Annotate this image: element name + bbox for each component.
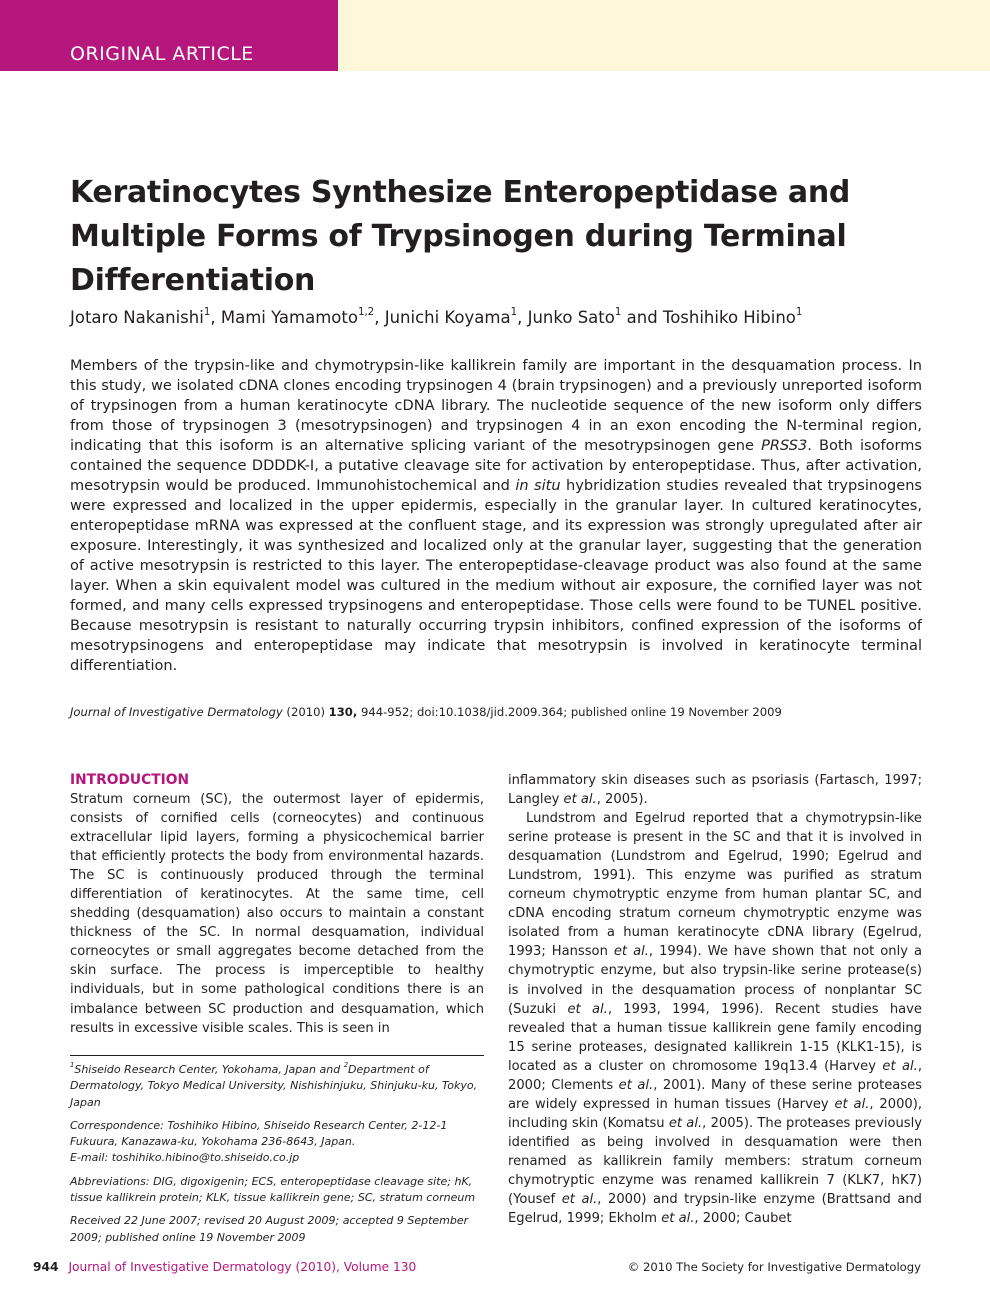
affiliation-text: Shiseido Research Center, Yokohama, Japan and <box>74 1063 344 1076</box>
author-affiliation: 1 <box>795 306 803 318</box>
body-text: , 2000; Caubet <box>694 1211 792 1227</box>
citation-volume: 130, <box>328 705 358 719</box>
affiliation-text: Department of Dermatology, Tokyo Medical University, Nishishinjuku, Shinjuku-ku, Tokyo, Japan <box>70 1063 478 1109</box>
correspondence-text: Correspondence: Toshihiko Hibino, Shiseido Research Center, 2-12-1 Fukuura, Kanazawa-ku, Yokohama 236-8643, Japan. <box>70 1118 448 1149</box>
affiliations <box>70 1062 484 1111</box>
correspondence <box>70 1118 484 1167</box>
page-footer-left <box>33 1258 416 1276</box>
correspondence-email[interactable]: E-mail: toshihiko.hibino@to.shiseido.co.jp <box>70 1151 300 1165</box>
citation-line <box>70 703 930 721</box>
author-affiliation: 1 <box>203 306 211 318</box>
author-name: Toshihiko Hibino <box>662 308 796 327</box>
body-text: inflammatory skin diseases such as psoriasis (Fartasch, 1997; Langley <box>508 773 922 808</box>
body-paragraph: Stratum corneum (SC), the outermost layer of epidermis, consists of cornified cells (corneocytes) and continuous extracellular lipid layers, forming a physicochemical barrier that efficiently protects the body from environmental hazards. The SC is continuously produced through the terminal differentiation of keratinocytes. At the same time, cell shedding (desquamation) also occurs to maintain a constant thickness of the SC. In normal desquamation, individual corneocytes or small aggregates become detached from the skin surface. The process is imperceptible to healthy individuals, but in some pathological conditions there is an imbalance between SC production and desquamation, which results in excessive visible scales. This is seen in <box>70 792 484 1036</box>
et-al: et al. <box>613 944 649 960</box>
abbreviations: Abbreviations: DIG, digoxigenin; ECS, enteropeptidase cleavage site; hK, tissue kallikrein protein; KLK, tissue kallikrein gene; SC, stratum corneum <box>70 1174 476 1205</box>
section-heading-introduction: INTRODUCTION <box>70 772 190 788</box>
citation-year: (2010) <box>282 705 329 719</box>
et-al: et al. <box>661 1211 695 1227</box>
abstract-text: . Both isoforms contained the sequence DDDDK-I, a putative cleavage site for activation by enteropeptidase. Thus, after activation, mesotrypsin would be produced. Immunohistochemical and <box>70 437 922 494</box>
et-al: et al. <box>882 1058 918 1074</box>
aff-mark: 1 <box>70 1061 75 1070</box>
author-name: Junichi Koyama <box>384 308 511 327</box>
footer-copyright: © 2010 The Society for Investigative Dermatology <box>627 1260 921 1274</box>
body-text: Lundstrom and Egelrud reported that a chymotrypsin-like serine protease is present in the SC and that it is involved in desquamation (Lundstrom and Egelrud, 1990; Egelrud and Lundstrom, 1991). This enzyme was purified as stratum corneum chymotryptic enzyme from human plantar SC, and cDNA encoding stratum corneum chymotryptic enzyme was isolated from a human keratinocyte cDNA library (Egelrud, 1993; Hansson <box>508 811 922 960</box>
author-affiliation: 1,2 <box>357 306 375 318</box>
footer-journal: Journal of Investigative Dermatology (2010), Volume 130 <box>68 1260 417 1274</box>
author-affiliation: 1 <box>510 306 518 318</box>
citation-journal: Journal of Investigative Dermatology <box>70 705 283 719</box>
body-column-right <box>508 771 922 1228</box>
footnotes <box>70 1062 484 1253</box>
body-text: , 2000), including skin (Komatsu <box>508 1096 923 1131</box>
gene-name: PRSS3 <box>761 437 808 454</box>
body-paragraph <box>508 809 922 1228</box>
received-dates: Received 22 June 2007; revised 20 August 2009; accepted 9 September 2009; published online 19 November 2009 <box>70 1214 469 1244</box>
body-text: , 2000; Clements <box>508 1058 922 1093</box>
abstract <box>70 356 922 676</box>
body-text: , 1994). We have shown that not only a chymotryptic enzyme, but also trypsin-like serine protease(s) is involved in the desquamation process of nonplantar SC (Suzuki <box>508 944 922 1017</box>
et-al: et al. <box>567 1001 608 1017</box>
abstract-text: hybridization studies revealed that trypsinogens were expressed and localized in the upper epidermis, especially in the granular layer. In cultured keratinocytes, enteropeptidase mRNA was expressed at the confluent stage, and its expression was strongly upregulated after air exposure. Interestingly, it was synthesized and localized only at the granular layer, suggesting that the generation of active mesotrypsin is restricted to this layer. The enteropeptidase-cleavage product was also found at the same layer. When a skin equivalent model was cultured in the medium without air exposure, the cornified layer was not formed, and many cells expressed trypsinogens and enteropeptidase. Those cells were found to be TUNEL positive. Because mesotrypsin is resistant to naturally occurring trypsin inhibitors, confined expression of the isoforms of mesotrypsinogens and enteropeptidase may indicate that mesotrypsin is involved in keratinocyte terminal differentiation. <box>70 477 922 674</box>
body-text: , 2000) and trypsin-like enzyme (Brattsand and Egelrud, 1999; Ekholm <box>508 1192 922 1227</box>
et-al: et al. <box>668 1115 703 1131</box>
et-al: et al. <box>561 1192 598 1208</box>
et-al: et al. <box>563 792 597 808</box>
body-text: , 1993, 1994, 1996). Recent studies have revealed that a human tissue kallikrein gene family encoding 15 serine proteases, designated kallikrein 1-15 (KLK1-15), is located as a cluster on chromosome 19q13.4 (Harvey <box>508 1001 922 1074</box>
body-text: , 2005). <box>596 792 648 808</box>
et-al: et al. <box>834 1096 870 1112</box>
body-text: , 2001). Many of these serine proteases are widely expressed in human tissues (Harvey <box>508 1077 922 1112</box>
author-list: Jotaro Nakanishi$^1$, Mami Yamamoto$^{1,2}$, Junichi Koyama$^1$, Junko Sato$^1$ and Toshihiko Hibino$^1$ <box>70 306 803 327</box>
author-name: Junko Sato <box>527 308 615 327</box>
body-column-left <box>70 771 484 1038</box>
body-paragraph <box>508 771 922 809</box>
abstract-text: Members of the trypsin-like and chymotrypsin-like kallikrein family are important in the desquamation process. In this study, we isolated cDNA clones encoding trypsinogen 4 (brain trypsinogen) and a previously unreported isoform of trypsinogen from a human keratinocyte cDNA library. The nucleotide sequence of the new isoform only differs from those of trypsinogen 3 (mesotrypsinogen) and trypsinogen 4 in an exon encoding the N-terminal region, indicating that this isoform is an alternative splicing variant of the mesotrypsinogen gene <box>70 357 922 454</box>
header-band <box>338 0 990 71</box>
in-situ-term: in situ <box>515 477 561 494</box>
body-text: , 2005). The proteases previously identified as being involved in desquamation were then renamed as kallikrein family members: stratum corneum chymotryptic enzyme was renamed kallikrein 7 (KLK7, hK7) (Yousef <box>508 1115 922 1208</box>
article-title: Keratinocytes Synthesize Enteropeptidase and Multiple Forms of Trypsinogen during Terminal Differentiation <box>70 175 851 298</box>
footnote-divider <box>70 1055 484 1056</box>
et-al: et al. <box>618 1077 654 1093</box>
author-name: Mami Yamamoto <box>220 308 358 327</box>
citation-details: 944-952; doi:10.1038/jid.2009.364; published online 19 November 2009 <box>357 705 782 719</box>
page-number: 944 <box>33 1260 59 1274</box>
author-affiliation: 1 <box>614 306 622 318</box>
aff-mark: 2 <box>343 1061 349 1070</box>
author-name: Jotaro Nakanishi <box>70 308 204 327</box>
article-type-label: ORIGINAL ARTICLE <box>70 43 254 65</box>
